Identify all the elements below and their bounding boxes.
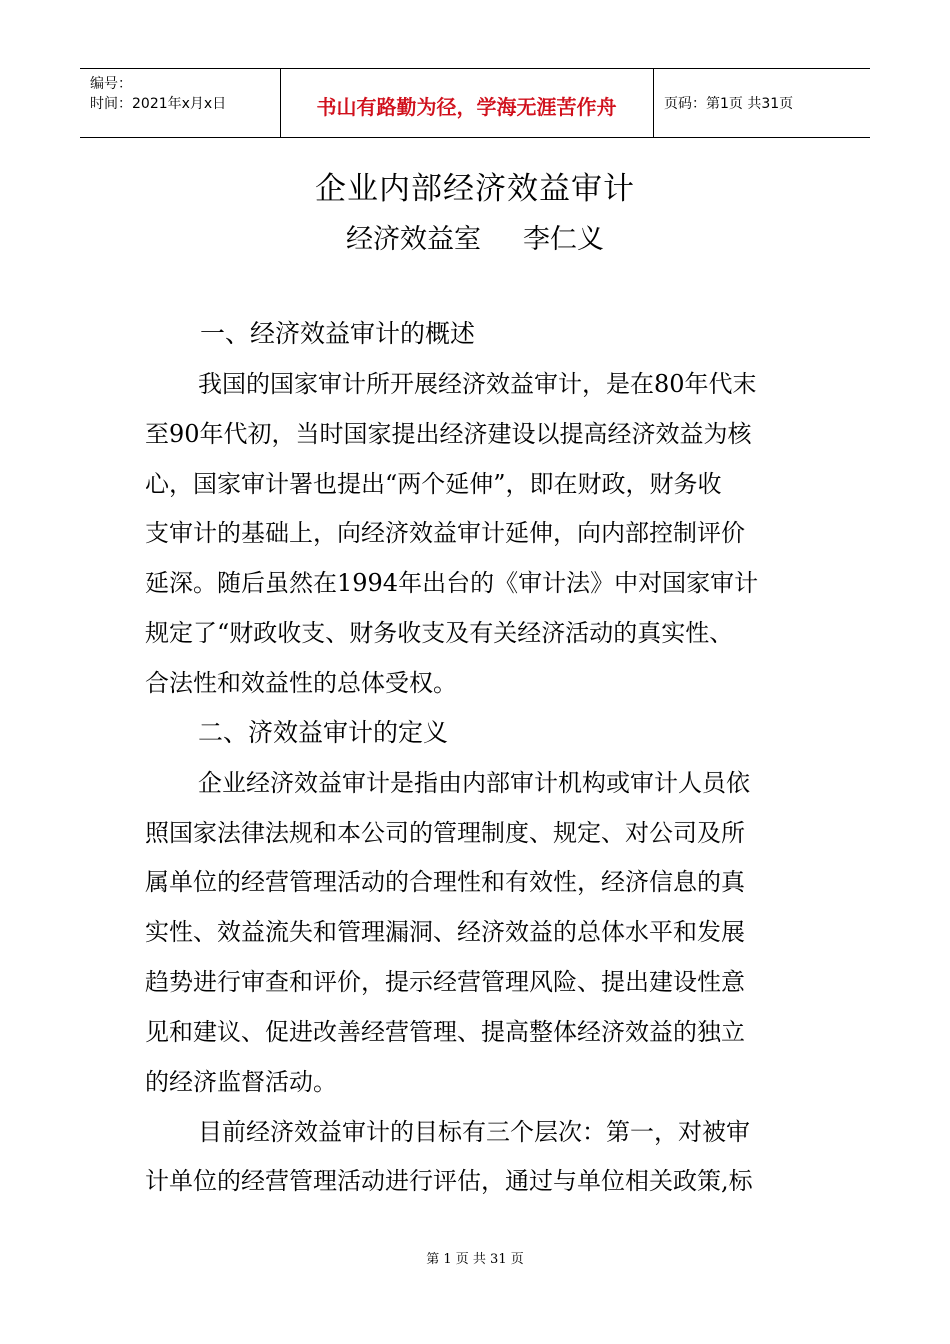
body-line: 实性、效益流失和管理漏洞、经济效益的总体水平和发展 (145, 918, 745, 946)
body-line: 心，国家审计署也提出“两个延伸”，即在财政，财务收 (145, 470, 722, 498)
body-line: 趋势进行审查和评价，提示经营管理风险、提出建设性意 (145, 968, 745, 996)
body-line: 属单位的经营管理活动的合理性和有效性，经济信息的真 (145, 868, 745, 896)
section-heading: 一、经济效益审计的概述 (200, 319, 476, 348)
body-line: 计单位的经营管理活动进行评估，通过与单位相关政策,标 (145, 1167, 753, 1195)
document-subtitle (0, 217, 950, 256)
body-line: 我国的国家审计所开展经济效益审计，是在80年代末 (198, 370, 757, 398)
document-header (80, 68, 870, 138)
body-line: 延深。随后虽然在1994年出台的《审计法》中对国家审计 (145, 569, 759, 597)
body-line: 的经济监督活动。 (145, 1068, 337, 1096)
body-line: 目前经济效益审计的目标有三个层次：第一，对被审 (198, 1118, 750, 1146)
body-line: 照国家法律法规和本公司的管理制度、规定、对公司及所 (145, 819, 745, 847)
section-heading: 二、济效益审计的定义 (198, 718, 449, 747)
body-line: 合法性和效益性的总体受权。 (145, 669, 457, 697)
header-page-cell (654, 69, 870, 137)
document-title: 企业内部经济效益审计 (315, 171, 635, 207)
body-line: 至90年代初，当时国家提出经济建设以提高经济效益为核 (145, 420, 752, 448)
document-number-label: 编号： (90, 76, 132, 92)
header-motto: 书山有路勤为径，学海无涯苦作舟 (316, 95, 617, 119)
body-line: 见和建议、促进改善经营管理、提高整体经济效益的独立 (145, 1018, 745, 1046)
header-motto-cell (280, 69, 654, 137)
subtitle-department: 经济效益室 (346, 224, 481, 255)
body-line: 支审计的基础上，向经济效益审计延伸，向内部控制评价 (145, 519, 745, 547)
header-left-cell (80, 69, 281, 137)
body-line: 规定了“财政收支、财务收支及有关经济活动的真实性、 (145, 619, 734, 647)
subtitle-author: 李仁义 (523, 224, 604, 255)
body-line: 企业经济效益审计是指由内部审计机构或审计人员依 (198, 769, 750, 797)
page-footer: 第 1 页 共 31 页 (426, 1252, 524, 1267)
header-page-code: 页码：第1页 共31页 (664, 96, 794, 112)
document-date: 时间：2021年x月x日 (90, 96, 227, 112)
